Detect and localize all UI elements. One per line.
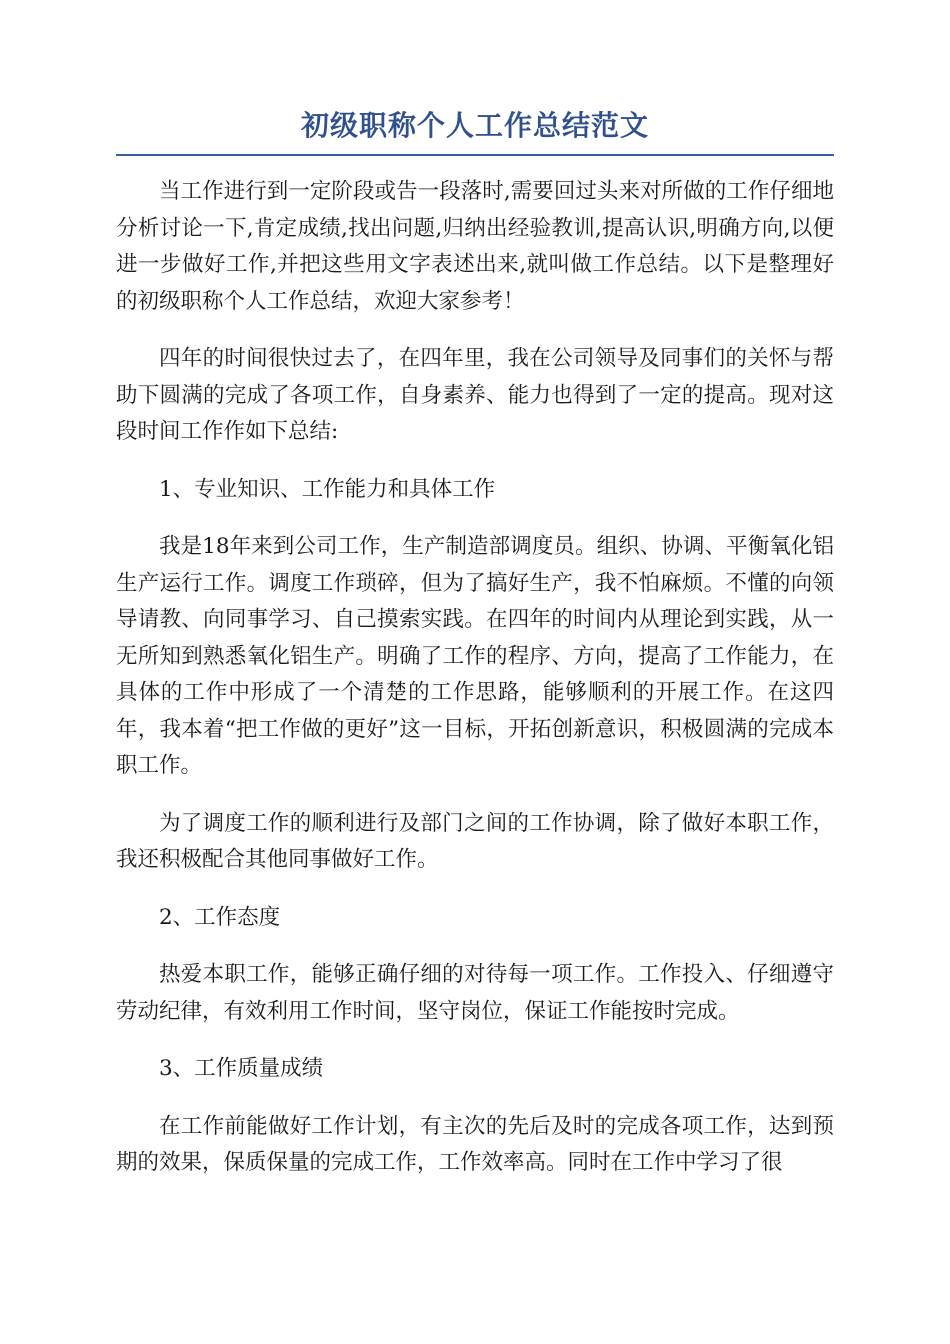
paragraph-section-3: 在工作前能做好工作计划，有主次的先后及时的完成各项工作，达到预期的效果，保质保量的完成工作，工作效率高。同时在工作中学习了很: [116, 1113, 834, 1175]
paragraph-overview: 四年的时间很快过去了，在四年里，我在公司领导及同事们的关怀与帮助下圆满的完成了各项工作，自身素养、能力也得到了一定的提高。现对这段时间工作作如下总结:: [116, 346, 834, 444]
document-title: 初级职称个人工作总结范文: [300, 109, 649, 142]
paragraph-section-1: 我是18年来到公司工作，生产制造部调度员。组织、协调、平衡氧化铝生产运行工作。调度工作琐碎，但为了搞好生产，我不怕麻烦。不懂的向领导请教、向同事学习、自己摸索实践。在四年的时间内从理论到实践，从一无所知到熟悉氧化铝生产。明确了工作的程序、方向，提高了工作能力，在具体的工作中形成了一个清楚的工作思路，能够顺利的开展工作。在这四年，我本着“把工作做的更好”这一目标，开拓创新意识，积极圆满的完成本职工作。: [116, 534, 834, 778]
title-underline: [116, 154, 834, 156]
document-body: [116, 174, 834, 1182]
section-heading-2: 2、工作态度: [159, 904, 281, 930]
document-page: [116, 104, 834, 1203]
paragraph-intro: 当工作进行到一定阶段或告一段落时,需要回过头来对所做的工作仔细地分析讨论一下,肯定成绩,找出问题,归纳出经验教训,提高认识,明确方向,以便进一步做好工作,并把这些用文字表述出来,就叫做工作总结。以下是整理好的初级职称个人工作总结，欢迎大家参考！: [116, 179, 834, 314]
section-heading-3: 3、工作质量成绩: [159, 1056, 324, 1081]
paragraph-section-1-coordination: 为了调度工作的顺利进行及部门之间的工作协调，除了做好本职工作，我还积极配合其他同事做好工作。: [116, 810, 834, 872]
section-heading-1: 1、专业知识、工作能力和具体工作: [159, 476, 496, 502]
paragraph-section-2: 热爱本职工作，能够正确仔细的对待每一项工作。工作投入、仔细遵守劳动纪律，有效利用工作时间，坚守岗位，保证工作能按时完成。: [116, 962, 834, 1024]
